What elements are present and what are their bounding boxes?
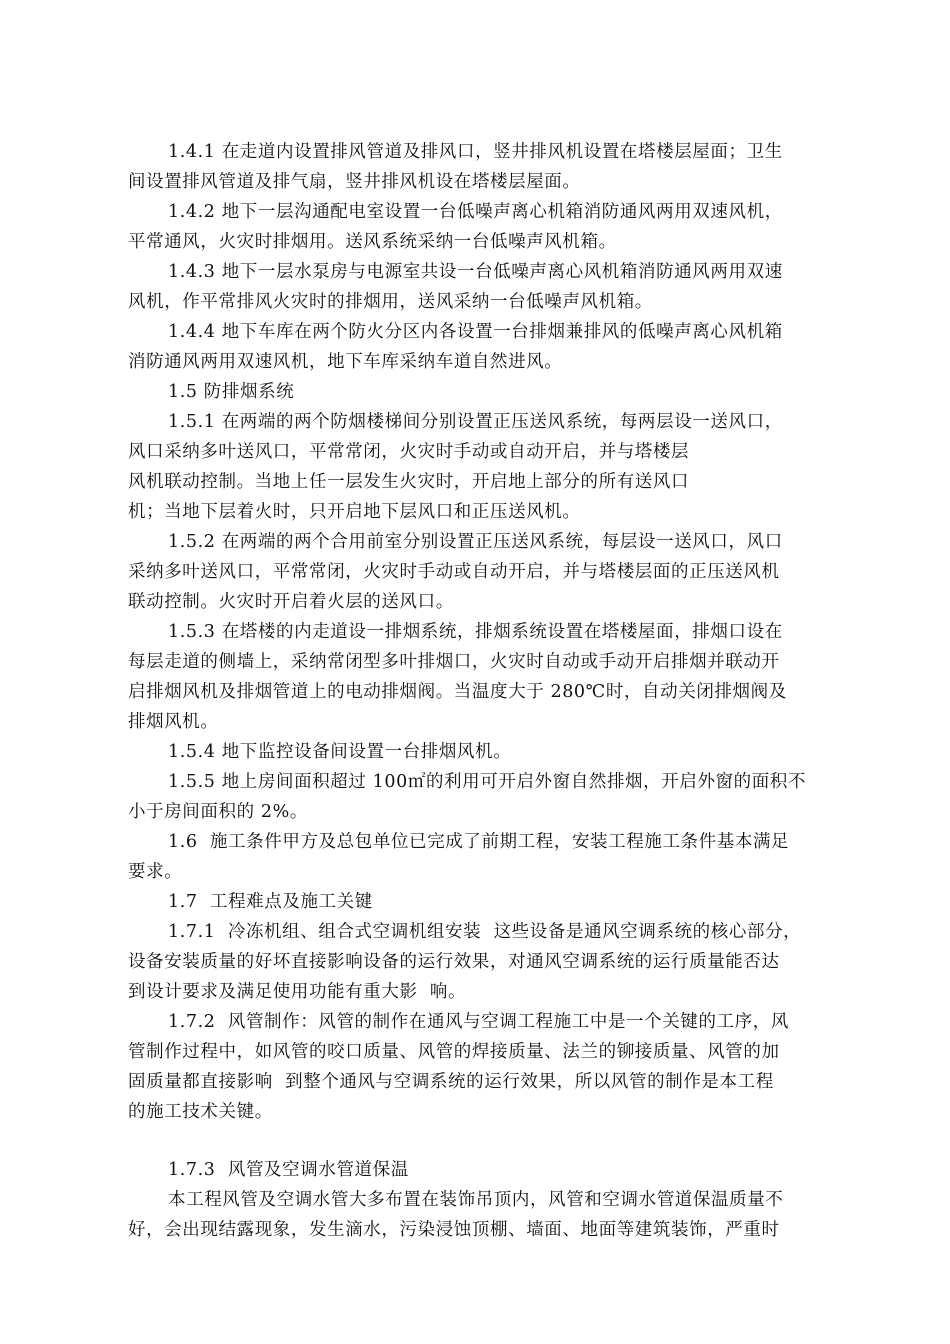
- text-line: 1.5.1 在两端的两个防烟楼梯间分别设置正压送风系统，每两层设一送风口，: [168, 412, 783, 432]
- text-line: 小于房间面积的 2%。: [128, 802, 308, 822]
- text-line: 1.5.3 在塔楼的内走道设一排烟系统，排烟系统设置在塔楼屋面，排烟口设在: [168, 622, 783, 642]
- text-line: 间设置排风管道及排气扇，竖井排风机设在塔楼层屋面。: [128, 172, 581, 192]
- text-line: 每层走道的侧墙上，采纳常闭型多叶排烟口，火灾时自动或手动开启排烟并联动开: [128, 652, 780, 672]
- text-line: 的施工技术关键。: [128, 1102, 273, 1122]
- text-line: 机；当地下层着火时，只开启地下层风口和正压送风机。: [128, 502, 581, 522]
- text-line: 1.5.2 在两端的两个合用前室分别设置正压送风系统，每层设一送风口，风口: [168, 532, 783, 552]
- text-line: 好，会出现结露现象，发生滴水，污染浸蚀顶棚、墙面、地面等建筑装饰，严重时: [128, 1220, 780, 1240]
- section-heading: 1.7.3 风管及空调水管道保温: [168, 1160, 409, 1180]
- text-line: 1.5.4 地下监控设备间设置一台排烟风机。: [168, 742, 512, 762]
- text-line: 风口采纳多叶送风口，平常常闭，火灾时手动或自动开启，并与塔楼层: [128, 442, 690, 462]
- text-line: 设备安装质量的好坏直接影响设备的运行效果，对通风空调系统的运行质量能否达: [128, 952, 780, 972]
- text-line: 启排烟风机及排烟管道上的电动排烟阀。当温度大于 280℃时，自动关闭排烟阀及: [128, 682, 787, 702]
- text-line: 联动控制。火灾时开启着火层的送风口。: [128, 592, 454, 612]
- text-line: 平常通风，火灾时排烟用。送风系统采纳一台低噪声风机箱。: [128, 232, 617, 252]
- text-line: 消防通风两用双速风机，地下车库采纳车道自然进风。: [128, 352, 563, 372]
- section-heading: 1.7 工程难点及施工关键: [168, 892, 373, 912]
- text-line: 1.7.1 冷冻机组、组合式空调机组安装 这些设备是通风空调系统的核心部分，: [168, 922, 802, 942]
- text-line: 1.5.5 地上房间面积超过 100㎡的利用可开启外窗自然排烟，开启外窗的面积不: [168, 772, 807, 792]
- text-line: 管制作过程中，如风管的咬口质量、风管的焊接质量、法兰的铆接质量、风管的加: [128, 1042, 780, 1062]
- text-line: 1.4.3 地下一层水泵房与电源室共设一台低噪声离心风机箱消防通风两用双速: [168, 262, 783, 282]
- text-line: 1.4.4 地下车库在两个防火分区内各设置一台排烟兼排风的低噪声离心风机箱: [168, 322, 783, 342]
- section-heading: 1.5 防排烟系统: [168, 382, 295, 402]
- text-line: 排烟风机。: [128, 712, 219, 732]
- text-line: 风机，作平常排风火灾时的排烟用，送风采纳一台低噪声风机箱。: [128, 292, 653, 312]
- text-line: 1.4.2 地下一层沟通配电室设置一台低噪声离心机箱消防通风两用双速风机，: [168, 202, 783, 222]
- text-line: 要求。: [128, 862, 183, 882]
- text-line: 采纳多叶送风口，平常常闭，火灾时手动或自动开启，并与塔楼层面的正压送风机: [128, 562, 780, 582]
- text-line: 本工程风管及空调水管大多布置在装饰吊顶内，风管和空调水管道保温质量不: [168, 1190, 784, 1210]
- text-line: 固质量都直接影响 到整个通风与空调系统的运行效果，所以风管的制作是本工程: [128, 1072, 774, 1092]
- text-line: 1.6 施工条件甲方及总包单位已完成了前期工程，安装工程施工条件基本满足: [168, 832, 790, 852]
- text-line: 1.7.2 风管制作：风管的制作在通风与空调工程施工中是一个关键的工序，风: [168, 1012, 789, 1032]
- text-line: 到设计要求及满足使用功能有重大影 响。: [128, 982, 467, 1002]
- text-line: 风机联动控制。当地上任一层发生火灾时，开启地上部分的所有送风口: [128, 472, 690, 492]
- text-line: 1.4.1 在走道内设置排风管道及排风口，竖井排风机设置在塔楼层屋面；卫生: [168, 142, 783, 162]
